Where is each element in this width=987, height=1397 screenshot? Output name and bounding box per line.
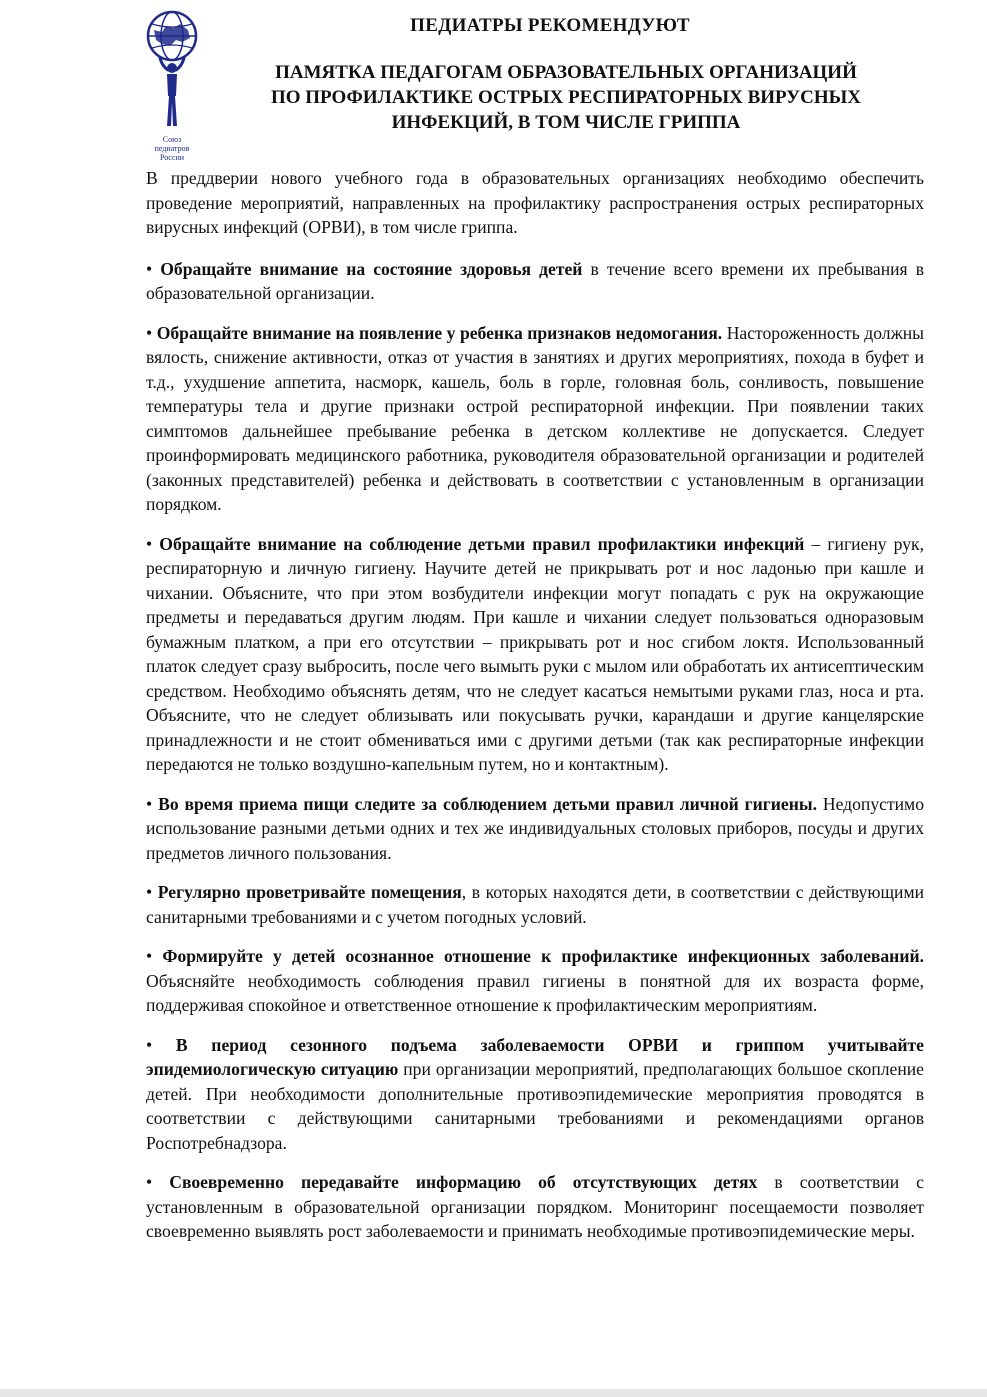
bullet-icon: •	[146, 1172, 153, 1192]
recommendation-heading: В период сезонного подъема заболеваемости ОРВИ и гриппом учитывайте эпидемиологическую ситуацию	[146, 1034, 924, 1079]
document-title	[228, 60, 904, 135]
bullet-icon: •	[146, 882, 153, 902]
bullet-icon: •	[146, 1034, 153, 1055]
bullet-icon: •	[146, 946, 153, 966]
title-line: ПАМЯТКА ПЕДАГОГАМ ОБРАЗОВАТЕЛЬНЫХ ОРГАНИЗАЦИЙ	[275, 62, 857, 83]
bullet-icon: •	[146, 258, 153, 279]
recommendation-item	[146, 257, 924, 306]
intro-paragraph: В преддверии нового учебного года в образовательных организациях необходимо обеспечить проведение мероприятий, направленных на профилактику распространения острых респираторных вирусных инфекций (ОРВИ), в том числе гриппа.	[146, 168, 924, 237]
recommendation-heading: Своевременно передавайте информацию об отсутствующих детях	[169, 1172, 758, 1192]
recommendation-heading: Обращайте внимание на появление у ребенка признаков недомогания.	[156, 322, 723, 343]
recommendation-item	[146, 1033, 924, 1156]
recommendation-item	[146, 944, 924, 1018]
recommendation-text: Объясняйте необходимость соблюдения правил гигиены в понятной для их возраста форме, поддерживая спокойное и ответственное отношение к профилактическим мероприятиям.	[146, 970, 924, 1015]
recommendation-text: Настороженность должны вялость, снижение активности, отказ от участия в занятиях и других мероприятиях, похода в буфет и т.д., ухудшение аппетита, насморк, кашель, боль в горле, головная боль, сонливость, повышение температуры тела и другие признаки острой респираторной инфекции. При появлении таких симптомов дальнейшее пребывание ребенка в детском коллективе не допускается. Следует проинформировать медицинского работника, руководителя образовательной организации и родителей (законных представителей) ребенка и действовать в соответствии с установленным в организации порядком.	[146, 322, 924, 514]
recommendation-item	[146, 792, 924, 866]
logo-caption	[132, 135, 212, 162]
logo-caption-line: России	[159, 153, 185, 162]
recommendation-text: в течение всего времени их пребывания в образовательной организации.	[146, 258, 925, 303]
recommendation-item	[146, 1170, 924, 1244]
logo-caption-line: педиатров	[154, 144, 190, 153]
header-top-label: ПЕДИАТРЫ РЕКОМЕНДУЮТ	[410, 15, 690, 36]
recommendation-heading: Формируйте у детей осознанное отношение к профилактике инфекционных заболеваний.	[162, 946, 924, 966]
recommendation-heading: Во время приема пищи следите за соблюдением детьми правил личной гигиены.	[158, 793, 817, 814]
logo-caption-line: Союз	[162, 135, 182, 144]
bullet-icon: •	[146, 793, 153, 814]
union-of-pediatricians-logo	[132, 10, 212, 170]
recommendation-item	[146, 532, 924, 777]
recommendation-heading: Регулярно проветривайте помещения	[157, 882, 462, 902]
recommendation-heading: Обращайте внимание на соблюдение детьми правил профилактики инфекций	[159, 533, 805, 554]
recommendation-text: , в которых находятся дети, в соответствии с действующими санитарными требованиями и с учетом погодных условий.	[146, 882, 924, 927]
recommendation-text: при организации мероприятий, предполагающих большое скопление детей. При необходимости дополнительные противоэпидемические мероприятия проводятся в соответствии с действующими санитарными требованиями и рекомендациями органов Роспотребнадзора.	[146, 1059, 924, 1153]
bullet-icon: •	[146, 322, 153, 343]
title-line: ПО ПРОФИЛАКТИКЕ ОСТРЫХ РЕСПИРАТОРНЫХ ВИРУСНЫХ	[270, 87, 862, 108]
recommendation-text: в соответствии с установленным в образовательной организации порядком. Мониторинг посещаемости позволяет своевременно выявлять рост заболеваемости и принимать необходимые противоэпидемические меры.	[146, 1172, 924, 1241]
bullet-icon: •	[146, 533, 153, 554]
recommendation-text: Недопустимо использование разными детьми одних и тех же индивидуальных столовых приборов, посуды и других предметов личного пользования.	[146, 793, 924, 863]
document-body	[146, 166, 924, 1259]
page-bottom-edge	[0, 1389, 987, 1397]
recommendation-item	[146, 321, 924, 517]
globe-figure-logo-icon	[132, 10, 212, 135]
title-line: ИНФЕКЦИЙ, В ТОМ ЧИСЛЕ ГРИППА	[391, 112, 741, 133]
recommendation-text: – гигиену рук, респираторную и личную гигиену. Научите детей не прикрывать рот и нос ладонью при кашле и чихании. Объясните, что при этом возбудители инфекции могут попадать с рук на окружающие предметы и передаваться другим людям. При кашле и чихании следует пользоваться одноразовым бумажным платком, а при его отсутствии – прикрывать рот и нос сгибом локтя. Использованный платок следует сразу выбросить, после чего вымыть руки с мылом или обработать их антисептическим средством. Необходимо объяснять детям, что не следует касаться немытыми руками глаз, носа и рта. Объясните, что не следует облизывать или покусывать ручки, карандаши и другие канцелярские принадлежности и не стоит обмениваться ими с другими детьми (так как респираторные инфекции передаются не только воздушно-капельным путем, но и контактным).	[146, 533, 924, 774]
recommendation-item	[146, 880, 924, 929]
recommendation-heading: Обращайте внимание на состояние здоровья детей	[160, 258, 583, 279]
